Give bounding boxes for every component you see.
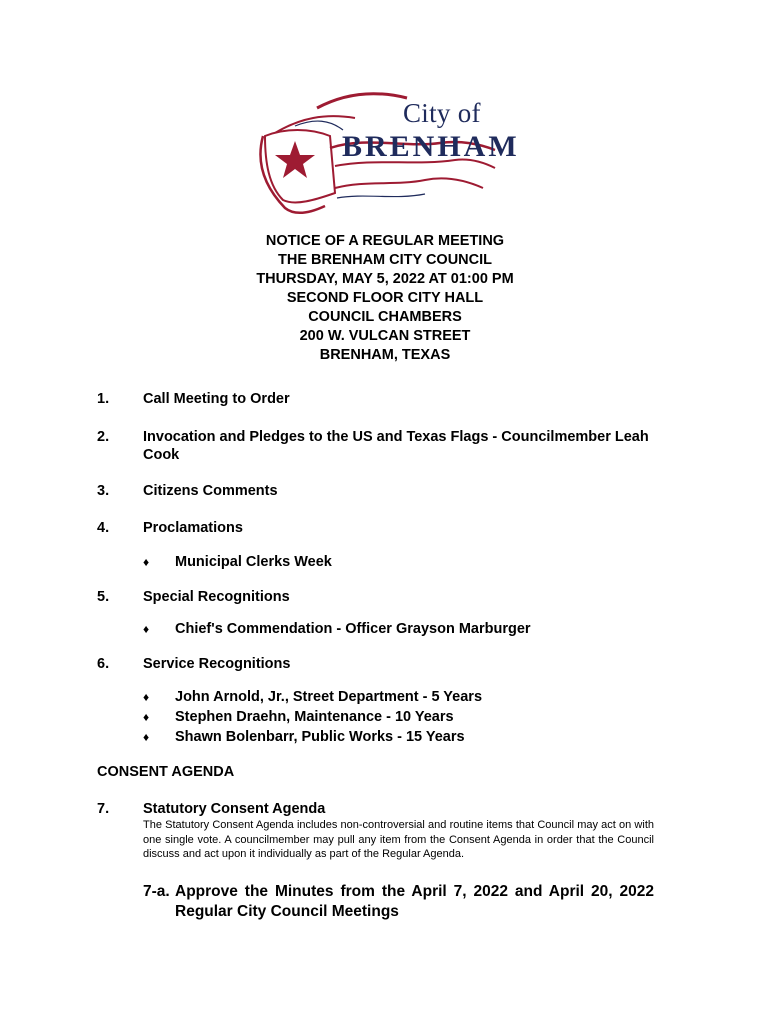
item-number: 7. [97, 801, 110, 817]
header-line: SECOND FLOOR CITY HALL [286, 290, 484, 306]
item-number: 1. [97, 391, 110, 407]
diamond-bullet-icon: ♦ [143, 710, 150, 724]
consent-agenda-heading: CONSENT AGENDA [97, 764, 235, 780]
item-text: Service Recognitions [143, 656, 291, 672]
item-number: 5. [97, 589, 110, 605]
item-number: 2. [97, 429, 110, 445]
logo-brenham: BRENHAM [342, 130, 520, 163]
header-line: THURSDAY, MAY 5, 2022 AT 01:00 PM [256, 271, 514, 287]
bullet-text: Stephen Draehn, Maintenance - 10 Years [175, 709, 454, 725]
item-number: 4. [97, 520, 110, 536]
item-number: 3. [97, 483, 110, 499]
subitem-text-line1: Approve the Minutes from the April 7, 2022 and April 20, 2022 [175, 883, 654, 900]
item-number: 6. [97, 656, 110, 672]
item-text: Call Meeting to Order [143, 391, 290, 407]
meeting-notice-header [0, 232, 770, 365]
bullet-text: Chief's Commendation - Officer Grayson Marburger [175, 621, 531, 637]
bullet-text: Municipal Clerks Week [175, 554, 332, 570]
city-logo [255, 88, 520, 223]
diamond-bullet-icon: ♦ [143, 690, 150, 704]
item-text: Citizens Comments [143, 483, 278, 499]
bullet-text: John Arnold, Jr., Street Department - 5 Years [175, 689, 483, 705]
header-line: THE BRENHAM CITY COUNCIL [277, 252, 492, 268]
logo-city-of: City of [403, 98, 481, 128]
diamond-bullet-icon: ♦ [143, 555, 150, 569]
item-text: Special Recognitions [143, 589, 290, 605]
item-text: Statutory Consent Agenda [143, 801, 326, 817]
bullet-text: Shawn Bolenbarr, Public Works - 15 Years [175, 729, 465, 745]
subitem-7a [143, 882, 654, 922]
subitem-label: 7-a. [143, 883, 170, 900]
item-text: Invocation and Pledges to the US and Texas Flags - Councilmember Leah Cook [143, 429, 649, 463]
header-line: BRENHAM, TEXAS [319, 347, 451, 363]
diamond-bullet-icon: ♦ [143, 622, 150, 636]
header-line: COUNCIL CHAMBERS [308, 309, 462, 325]
header-line: 200 W. VULCAN STREET [299, 328, 471, 344]
consent-agenda-description: The Statutory Consent Agenda includes non-controversial and routine items that Council may act on with one single vote. A councilmember may pull any item from the Consent Agenda in order that the Council discuss and act upon it individually as part of the Regular Agenda. [143, 819, 654, 860]
header-line: NOTICE OF A REGULAR MEETING [265, 233, 505, 249]
diamond-bullet-icon: ♦ [143, 730, 150, 744]
subitem-text-line2: Regular City Council Meetings [175, 903, 399, 920]
item-text: Proclamations [143, 520, 243, 536]
